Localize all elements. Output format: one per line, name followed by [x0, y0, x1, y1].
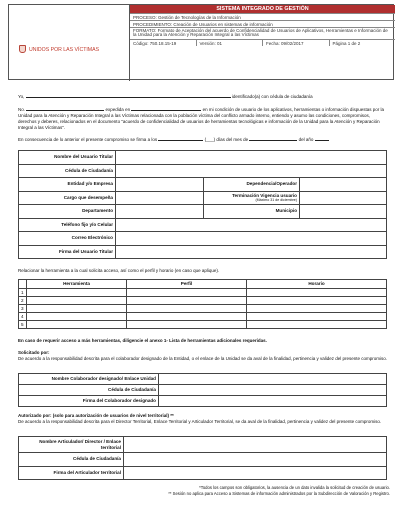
municipio-field[interactable]	[300, 205, 387, 219]
cargo-label: Cargo que desempeña	[19, 191, 116, 205]
table-row	[19, 453, 387, 467]
table-row	[19, 205, 387, 219]
table-row	[19, 305, 387, 313]
month-blank[interactable]	[249, 136, 297, 141]
perfil-header: Perfil	[127, 280, 247, 289]
table-row	[19, 297, 387, 305]
horario-cell[interactable]	[247, 313, 387, 321]
solicitado-text: De acuerdo a la responsabilidad descrita para el colaborador designado de la Entidad, o el enlace de la Unidad se da aval de la finalidad, pertinencia y validez del presente compromiso.	[18, 356, 387, 361]
solicitado-nombre-label: Nombre Colaborador designado/ Enlace Unidad	[19, 374, 159, 385]
procedimiento-row: PROCEDIMIENTO: Creación de Usuarios en sistemas de información	[130, 20, 395, 27]
table-row	[19, 313, 387, 321]
intro-consecuencia: En consecuencia de lo anterior el presente compromiso se firma a los (___) días del mes de del año	[18, 136, 388, 143]
autorizado-heading: Autorizado por: (solo para autorización de usuarios de nivel territorial) **	[18, 413, 174, 418]
autorizado-cedula-label: Cédula de Ciudadanía	[19, 453, 124, 467]
horario-header: Horario	[247, 280, 387, 289]
perfil-cell[interactable]	[127, 297, 247, 305]
expedition-place-blank[interactable]	[131, 106, 201, 111]
name-blank[interactable]	[26, 93, 231, 98]
table-row	[19, 374, 387, 385]
solicitado-cedula-field[interactable]	[159, 385, 387, 396]
cedula-label: Cédula de Ciudadanía	[19, 164, 116, 178]
solicitado-cedula-label: Cédula de Ciudadanía	[19, 385, 159, 396]
table-row	[19, 191, 387, 205]
herramienta-cell[interactable]	[27, 321, 127, 329]
fecha: Fecha: 09/02/2017	[262, 40, 329, 46]
municipio-label: Municipio	[204, 205, 300, 219]
telefono-label: Teléfono fijo y/o Celular	[19, 218, 116, 232]
tools-header-row	[19, 280, 387, 289]
perfil-cell[interactable]	[127, 289, 247, 297]
herramienta-cell[interactable]	[27, 313, 127, 321]
intro-paragraph: No. expedida en en mi condición de usuario de los aplicativos, herramientas o información dispuestas por la Unidad para la Atención y Reparación Integral a las Víctimas relacionada con la población víctima del conflicto armado interno, entiendo y asumo las condiciones, compromisos, derechos y deberes, relacionados en el documento "acuerdo de confidencialidad de usuarios de herramientas tecnológicas e información de la Unidad para la Atención y Reparación Integral a las Víctimas".	[18, 107, 384, 130]
table-row	[19, 218, 387, 232]
solicitado-table	[18, 373, 387, 407]
row-number: 5	[19, 321, 27, 329]
user-form-table	[18, 150, 387, 259]
autorizado-nombre-label: Nombre Articulador/ Director / Enlace territorial	[19, 437, 124, 453]
terminacion-field[interactable]	[300, 191, 387, 205]
year-blank[interactable]	[315, 136, 329, 141]
perfil-cell[interactable]	[127, 313, 247, 321]
cedula-field[interactable]	[116, 164, 387, 178]
cargo-field[interactable]	[116, 191, 204, 205]
formato-row: FORMATO: Formato de Aceptación del acuerdo de Confidencialidad de Usuarios de Aplicativos, Herramientas e Información de la Unidad para la Atención y Reparación Integral a las Víctimas	[130, 27, 395, 39]
table-row	[19, 245, 387, 259]
nombre-field[interactable]	[116, 151, 387, 165]
table-row	[19, 321, 387, 329]
logo-text: UNIDOS POR LAS VÍCTIMAS	[29, 47, 100, 53]
nombre-label: Nombre del Usuario Titular	[19, 151, 116, 165]
entidad-label: Entidad y/o Empresa	[19, 178, 116, 192]
row-number: 3	[19, 305, 27, 313]
footnote-1: *Todos los campos son obligatorios, la ausencia de un dato invalida la solicitud de creación de usuario.	[199, 485, 390, 490]
row-number: 2	[19, 297, 27, 305]
tools-table	[18, 279, 387, 329]
table-row	[19, 396, 387, 407]
telefono-field[interactable]	[116, 218, 387, 232]
proceso-row: PROCESO: Gestión de Tecnologías de la Información	[130, 13, 395, 20]
terminacion-note: (Máximo 31 de diciembre)	[255, 198, 297, 203]
horario-cell[interactable]	[247, 289, 387, 297]
pagina: Página 1 de 2	[329, 40, 396, 46]
autorizado-cedula-field[interactable]	[124, 453, 387, 467]
autorizado-text: De acuerdo a la responsabilidad descrita para el Director Territorial, Enlace Territorial y Articulador Territorial, se da aval de la finalidad, pertinencia y validez del presente compromiso.	[18, 419, 382, 424]
autorizado-nombre-field[interactable]	[124, 437, 387, 453]
tools-note: En caso de requerir acceso a más herramientas, diligencie el anexo 1- Lista de herramientas adicionales requeridas.	[18, 338, 267, 343]
horario-cell[interactable]	[247, 321, 387, 329]
perfil-cell[interactable]	[127, 305, 247, 313]
solicitado-nombre-field[interactable]	[159, 374, 387, 385]
table-row	[19, 178, 387, 192]
version: Versión: 01	[196, 40, 263, 46]
herramienta-header: Herramienta	[27, 280, 127, 289]
row-number: 1	[19, 289, 27, 297]
departamento-label: Departamento	[19, 205, 116, 219]
document-meta	[130, 39, 395, 46]
firma-label: Firma del Usuario Titular	[19, 245, 116, 259]
codigo: Código: 750.18.15-19	[133, 41, 177, 46]
perfil-cell[interactable]	[127, 321, 247, 329]
horario-cell[interactable]	[247, 305, 387, 313]
intro-line-1: Yo, identificado(a) con cédula de ciudadanía	[18, 94, 313, 99]
row-number: 4	[19, 313, 27, 321]
entidad-field[interactable]	[116, 178, 204, 192]
table-row	[19, 466, 387, 480]
herramienta-cell[interactable]	[27, 289, 127, 297]
coat-of-arms-icon	[19, 45, 26, 53]
logo-area	[9, 5, 130, 81]
herramienta-cell[interactable]	[27, 305, 127, 313]
correo-field[interactable]	[116, 232, 387, 246]
table-row	[19, 385, 387, 396]
row-number-header	[19, 280, 27, 289]
table-row	[19, 232, 387, 246]
id-number-blank[interactable]	[26, 106, 104, 111]
days-blank[interactable]	[158, 136, 203, 141]
system-title: SISTEMA INTEGRADO DE GESTIÓN	[130, 5, 395, 13]
herramienta-cell[interactable]	[27, 297, 127, 305]
firma-field[interactable]	[116, 245, 387, 259]
autorizado-firma-label: Firma del Articulador territorial	[19, 466, 124, 480]
table-row	[19, 289, 387, 297]
table-row	[19, 151, 387, 165]
table-row	[19, 437, 387, 453]
solicitado-heading: Solicitado por:	[18, 350, 50, 355]
document-header	[8, 4, 394, 80]
horario-cell[interactable]	[247, 297, 387, 305]
solicitado-firma-label: Firma del Colaborador designado	[19, 396, 159, 407]
terminacion-label: Terminación Vigencia usuario (Máximo 31 de diciembre)	[204, 191, 300, 205]
tools-intro: Relacionar la herramienta a la cual solicita acceso, así como el perfil y horario (en caso que aplique).	[18, 268, 220, 273]
dependencia-label: Dependencia/Operador	[204, 178, 300, 192]
dependencia-field[interactable]	[300, 178, 387, 192]
autorizado-table	[18, 436, 387, 480]
autorizado-firma-field[interactable]	[124, 466, 387, 480]
correo-label: Correo Electrónico	[19, 232, 116, 246]
solicitado-firma-field[interactable]	[159, 396, 387, 407]
footnote-2: ** Sesión no aplica para Acceso a Sistemas de información administrados por la Subdirección de Valoración y Registro.	[168, 491, 390, 496]
table-row	[19, 164, 387, 178]
departamento-field[interactable]	[116, 205, 204, 219]
